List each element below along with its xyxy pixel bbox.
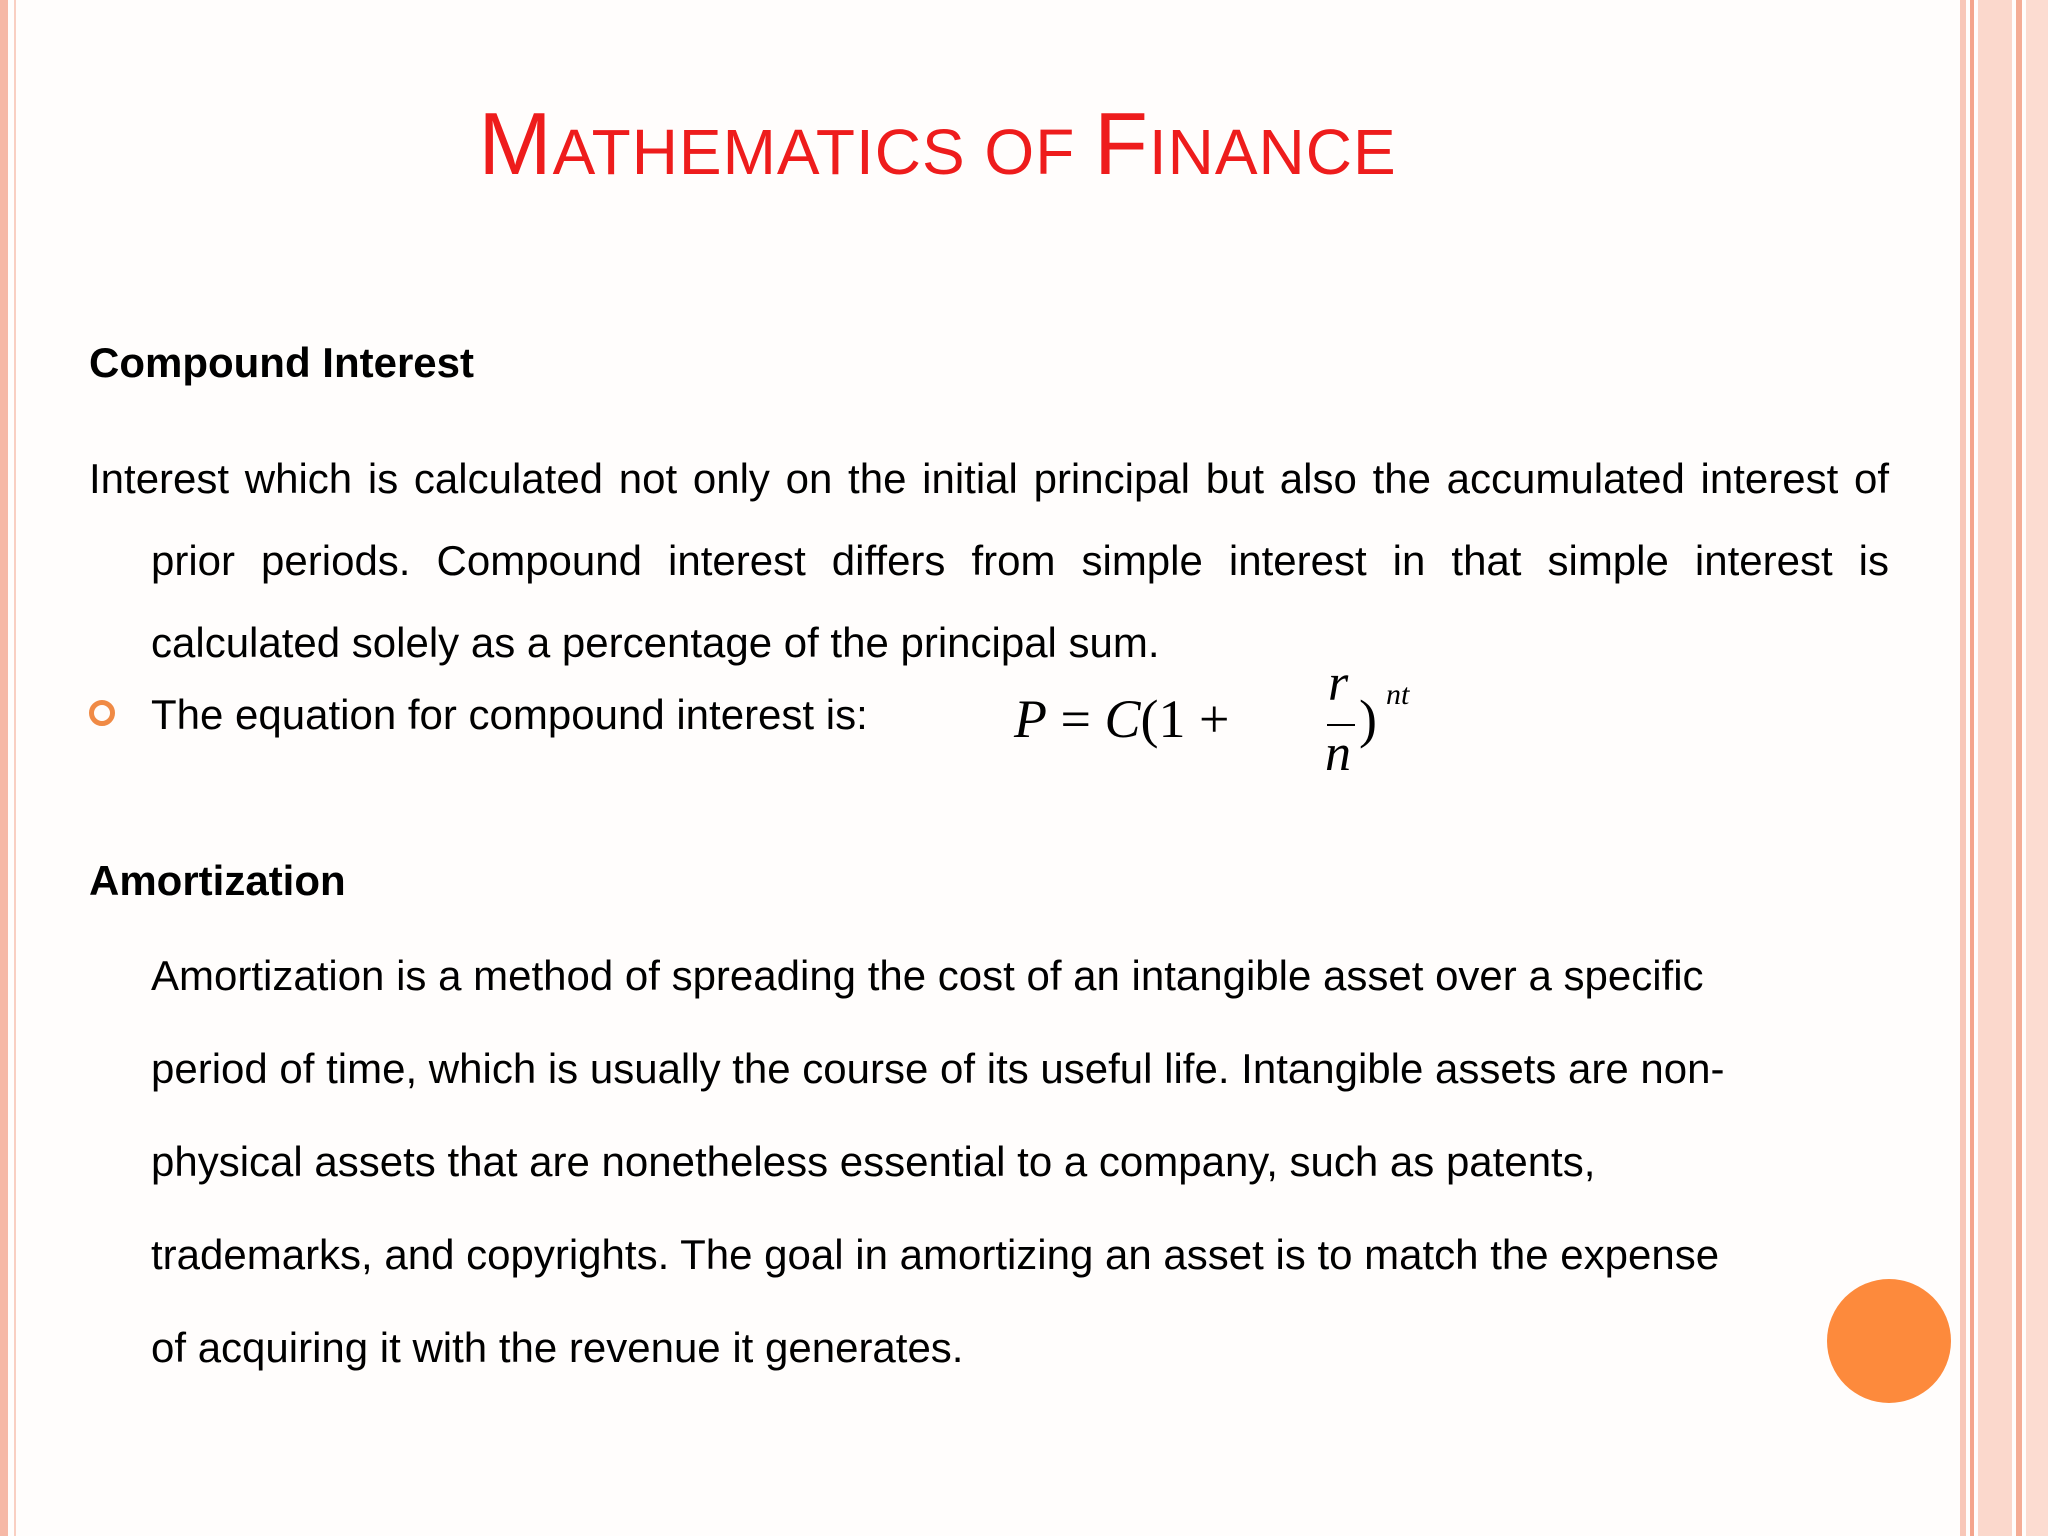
decorative-circle xyxy=(1827,1279,1951,1403)
equation-denominator: n xyxy=(1325,725,1351,782)
title-initial: F xyxy=(1094,94,1149,193)
compound-interest-equation xyxy=(1014,655,1434,790)
equation-main xyxy=(1014,688,1243,750)
equation-open: (1 + xyxy=(1140,689,1243,749)
equation-exponent: nt xyxy=(1386,678,1410,711)
equation-lhs: P xyxy=(1014,689,1047,749)
equation-c: C xyxy=(1104,689,1141,749)
left-border-line xyxy=(14,0,16,1536)
title-word: OF xyxy=(965,116,1095,188)
amortization-line: of acquiring it with the revenue it generates. xyxy=(151,1324,964,1371)
left-border-decoration xyxy=(0,0,8,1536)
equation-close: ) xyxy=(1359,689,1377,749)
amortization-line: period of time, which is usually the course of its useful life. Intangible assets are non- xyxy=(151,1045,1725,1092)
stripe xyxy=(2026,0,2048,1536)
bullet-icon xyxy=(89,700,115,726)
stripe xyxy=(2016,0,2022,1536)
amortization-line: Amortization is a method of spreading the cost of an intangible asset over a specific xyxy=(151,952,1704,999)
stripe xyxy=(1978,0,2012,1536)
section-heading-compound-interest: Compound Interest xyxy=(89,339,474,386)
amortization-paragraph xyxy=(151,929,1871,1394)
equation-numerator: r xyxy=(1328,655,1349,712)
compound-interest-paragraph: Interest which is calculated not only on the initial principal but also the accumulated interest of prior periods. Compound interest differs from simple interest in that simple interest is calculated solely as a percentage of the principal sum. xyxy=(89,455,1889,666)
slide-title xyxy=(0,94,1875,193)
equation-bullet-item xyxy=(89,655,1889,790)
right-stripes-decoration xyxy=(1960,0,2048,1536)
bullet-text: The equation for compound interest is: xyxy=(151,691,868,738)
stripe xyxy=(1970,0,1974,1536)
title-word: INANCE xyxy=(1148,116,1397,188)
section-heading-amortization: Amortization xyxy=(89,857,346,904)
amortization-line: trademarks, and copyrights. The goal in amortizing an asset is to match the expense xyxy=(151,1231,1720,1278)
stripe xyxy=(1960,0,1966,1536)
title-initial: M xyxy=(478,94,553,193)
title-word: ATHEMATICS xyxy=(552,116,966,188)
equation-equals: = xyxy=(1047,689,1105,749)
amortization-line: physical assets that are nonetheless essential to a company, such as patents, xyxy=(151,1138,1596,1185)
